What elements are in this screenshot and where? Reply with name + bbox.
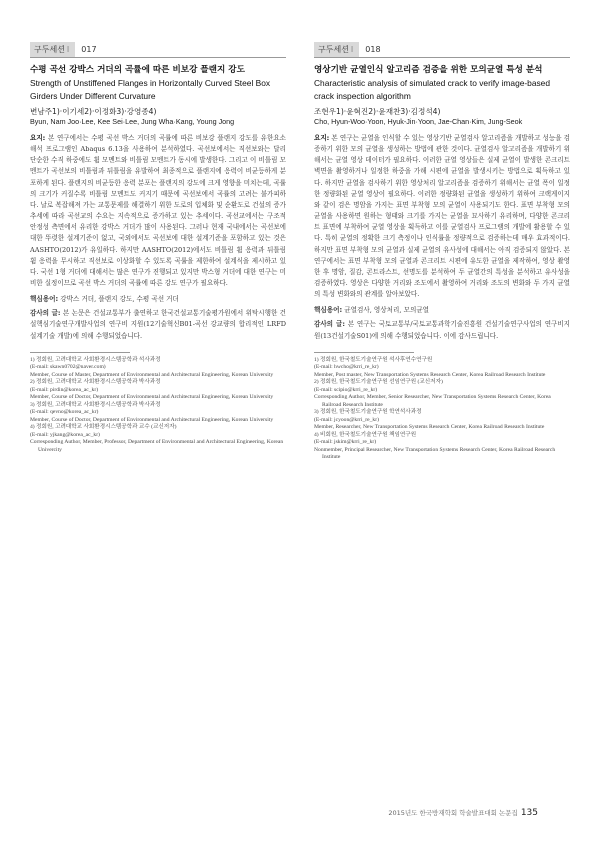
footnote-line: Member, Course of Master, Department of Environmental and Architectural Engineering, Korean University (30, 371, 274, 378)
session-header (30, 42, 286, 58)
abstract: 요지: 본 연구는 균열을 인식할 수 있는 영상기반 균열검사 알고리즘을 개발하고 성능을 검증하기 위한 모의 균열을 생성하는 방법에 관한 것이다. 균열검사 알고리즘을 개발하기 위해서는 균열 영상 데이터가 필요하다. 이러한 균열 영상들은 실제 균열이 발생한 콘크리트 벽면을 촬영하거나 일정한 하중을 가해 시편에 균열을 발생시키는 방법으로 획득하고 있다. 하지만 균열을 검사하기 위한 영상처리 알고리즘을 검증하기 위해서는 균열 폭이 일정한 정량화된 균열 영상이 필요하다. 이러한 정량화된 균열을 생성하기 위하여 크랙게이지와 같이 검은 명암을 가지는 표면 부착형 모의 균열이 사용되기도 한다. 표면 부착형 모의 균열을 사용하면 원하는 형태와 크기를 가지는 균열을 묘사하기 유리하며, 다양한 콘크리트 표면에 부착하여 균열 영상을 획득하고 이를 균열검사 프로그램의 개발에 활용할 수 있다. 특히 균열의 정확한 크기 측정이나 인식률을 정량적으로 검증하는데 매우 효과적이다. 하지만 표면 부착형 모의 균열과 실제 균열의 유사성에 대해서는 아직 검증되지 않았다. 본 연구에서는 표면 부착형 모의 균열과 콘크리트 시편에 유도한 균열을 제작하여, 영상 촬영한 후 명암, 질감, 콘트라스트, 선명도를 분석하여 두 균열간의 특성을 분석하고 유사성을 검증하였다. 영상은 다양한 거리와 조도에서 촬영하여 거리와 조도의 변화와 두 가지 균열의 특성 변화와의 관계를 알아보았다. (314, 134, 570, 299)
acknowledgement: 감사의 글: 본 연구는 국토교통부/국토교통과학기술진흥원 건설기술연구사업의 연구비지원(13건설기술S01)에 의해 수행되었습니다. 이에 감사드립니다. (314, 320, 570, 340)
page-footer (388, 808, 538, 818)
footnote-line: Corresponding Author, Member, Professor, Department of Environmental and Architectural Engineering, Korean Univercity (30, 439, 284, 453)
footnote-line: (E-mail: jcyoon@krri_re_kr) (314, 416, 379, 423)
footnote-line: (E-mail: skawn0702@naver.com) (30, 364, 106, 371)
footnotes (30, 357, 286, 455)
keywords: 핵심용어: 강박스 거더, 플랜지 강도, 수평 곡선 거더 (30, 295, 179, 304)
paper-title-korean: 수평 곡선 강박스 거더의 곡률에 따른 비보강 플랜지 강도 (30, 65, 245, 75)
page-number: 135 (520, 808, 538, 818)
session-tag: 구두세션 I (30, 42, 75, 57)
footnote-line: Member, Post master, New Transportation Systems Research Center, Korea Railroad Research Institute (314, 371, 546, 378)
footnote-line: Member, Researcher, New Transportation Systems Research Center, Korea Railroad Research Institute (314, 424, 545, 431)
footnote-line: (E-mail: qevno@korea_ac_kr) (30, 409, 99, 416)
session-tag: 구두세션 I (314, 42, 359, 57)
footnotes (314, 357, 570, 462)
footnote-line: 4) 정회원, 고려대학교 사회환경시스템공학과 교수 (교신저자) (30, 424, 177, 431)
footnote-line: Corresponding Author, Member, Senior Researcher, New Transportation Systems Research Center, Korea Railroad Research Institute (314, 394, 551, 408)
paper-title-english: Characteristic analysis of simulated crack to verify image-based crack inspection algorithm (314, 78, 550, 101)
paper-title-korean: 영상기반 균열인식 알고리즘 검증을 위한 모의균열 특성 분석 (314, 65, 543, 75)
footnote-line: (E-mail: pirdin@korea_ac_kr) (30, 386, 99, 393)
keywords: 핵심용어: 균열검사, 영상처리, 모의균열 (314, 306, 430, 315)
footnote-divider (30, 352, 130, 353)
authors-english: Byun, Nam Joo·Lee, Kee Sei·Lee, Jung Wha·Kang, Young Jong (30, 117, 235, 126)
footnote-line: (E-mail: yjkang@korea_ac_kr) (30, 431, 100, 438)
left-column (30, 42, 286, 454)
footnote-line: 4) 비회원, 한국철도기술연구원 책임연구원 (314, 431, 417, 438)
session-header (314, 42, 570, 58)
authors-korean: 조현우1)·윤혁진2)·윤재찬3)·김정석4) (314, 107, 441, 116)
footnote-divider (314, 352, 414, 353)
footnote-line: (E-mail: jskim@krri_re_kr) (314, 439, 377, 446)
footnote-line: Nonmember, Principal Researcher, New Transportation Systems Research Center, Korea Railroad Research Institute (314, 446, 556, 461)
paper-number: 017 (81, 45, 97, 54)
footnote-line: 3) 정회원, 고려대학교 사회환경시스템공학과 박사과정 (30, 401, 161, 408)
footnote-line: Member, Course of Doctor, Department of Environmental and Architectural Engineering, Korean University (30, 416, 274, 423)
acknowledgement: 감사의 글: 본 논문은 건설교통부가 출연하고 한국건설교통기술평가원에서 위탁시행한 건설핵심기술연구개발사업의 연구비 지원(12기술혁신B01-곡선 강교량의 합리적인 LRFD 설계기술 개발)에 의해 수행되었습니다. (30, 309, 286, 340)
abstract: 요지: 본 연구에서는 수평 곡선 박스 거더의 곡률에 따른 비보강 플랜지 강도를 유한요소 해석 프로그램인 Abaqus 6.13을 사용하여 분석하였다. 곡선보에서는 직선보와는 달리 단순한 수직 하중에도 휨 모멘트와 비틀림 모멘트가 동시에 발생한다. 그리고 이 비틀림 모멘트가 곡선보의 비틀림과 뒤틀림을 유발하여 최종적으로 플랜지에 응력이 비균등하게 분포하게 된다. 플랜지의 비균등한 응력 분포는 플랜지의 강도에 크게 영향을 미치는데, 곡률의 크기가 커질수록 비틀림 모멘트도 커지기 때문에 곡선보에서 곡률의 고려는 불가피하다. 날로 복잡해져 가는 교통문제를 해결하기 위한 도로의 입체화 및 순환도로 건설의 증가 추세에 따라 곡선교의 수요는 지속적으로 증가하고 있는 추세이다. 곡선교에서는 구조적 안정성 측면에서 유리한 강박스 거더가 많이 사용된다. 그러나 현재 국내에서는 곡선보에 대한 뚜렷한 설계기준이 없고, 국외에서도 곡선보에 대한 설계기준을 포함하고 있는 것은 AASHTO(2012)가 유일하다. 하지만 AASHTO(2012)에서도 비틀림 휨 응력과 뒤틀림 휨 응력을 무시하고 직선보로 이상화할 수 있도록 곡률을 제한하여 설계식을 제시하고 있다. 국선 1형 거더에 대해서는 많은 연구가 진행되고 있지만 박스형 거더에 대한 연구는 미비한 실정이므로 곡선 박스 거더의 곡률에 따른 강도 연구가 필요하다. (30, 134, 286, 288)
authors-english: Cho, Hyun-Woo·Yoon, Hyuk-Jin·Yoon, Jae-Chan·Kim, Jung-Seok (314, 117, 523, 126)
footnote-line: 3) 정회원, 한국철도기술연구원 학연석사과정 (314, 409, 422, 416)
footnote-line: (E-mail: scipio@krri_re_kr) (314, 386, 378, 393)
footnote-line: 1) 정회원, 고려대학교 사회환경시스템공학과 석사과정 (30, 356, 161, 363)
footnote-line: 2) 정회원, 한국철도기술연구원 선임연구원 (교신저자) (314, 379, 443, 386)
authors-korean: 변남주1)·이기세2)·이정화3)·강영종4) (30, 107, 157, 116)
right-column (314, 42, 570, 462)
footnote-line: 1) 정회원, 한국철도기술연구원 석사후연수연구원 (314, 356, 433, 363)
footnote-line: Member, Course of Doctor, Department of Environmental and Architectural Engineering, Korean University (30, 394, 274, 401)
footnote-line: 2) 정회원, 고려대학교 사회환경시스템공학과 박사과정 (30, 379, 161, 386)
paper-number: 018 (365, 45, 381, 54)
proceedings-title: 2015년도 한국방재학회 학술발표대회 논문집 (388, 809, 518, 817)
paper-title-english: Strength of Unstiffened Flanges in Horizontally Curved Steel Box Girders Under Different Curvature (30, 78, 271, 101)
footnote-line: (E-mail: hwcho@krri_re_kr) (314, 364, 379, 371)
